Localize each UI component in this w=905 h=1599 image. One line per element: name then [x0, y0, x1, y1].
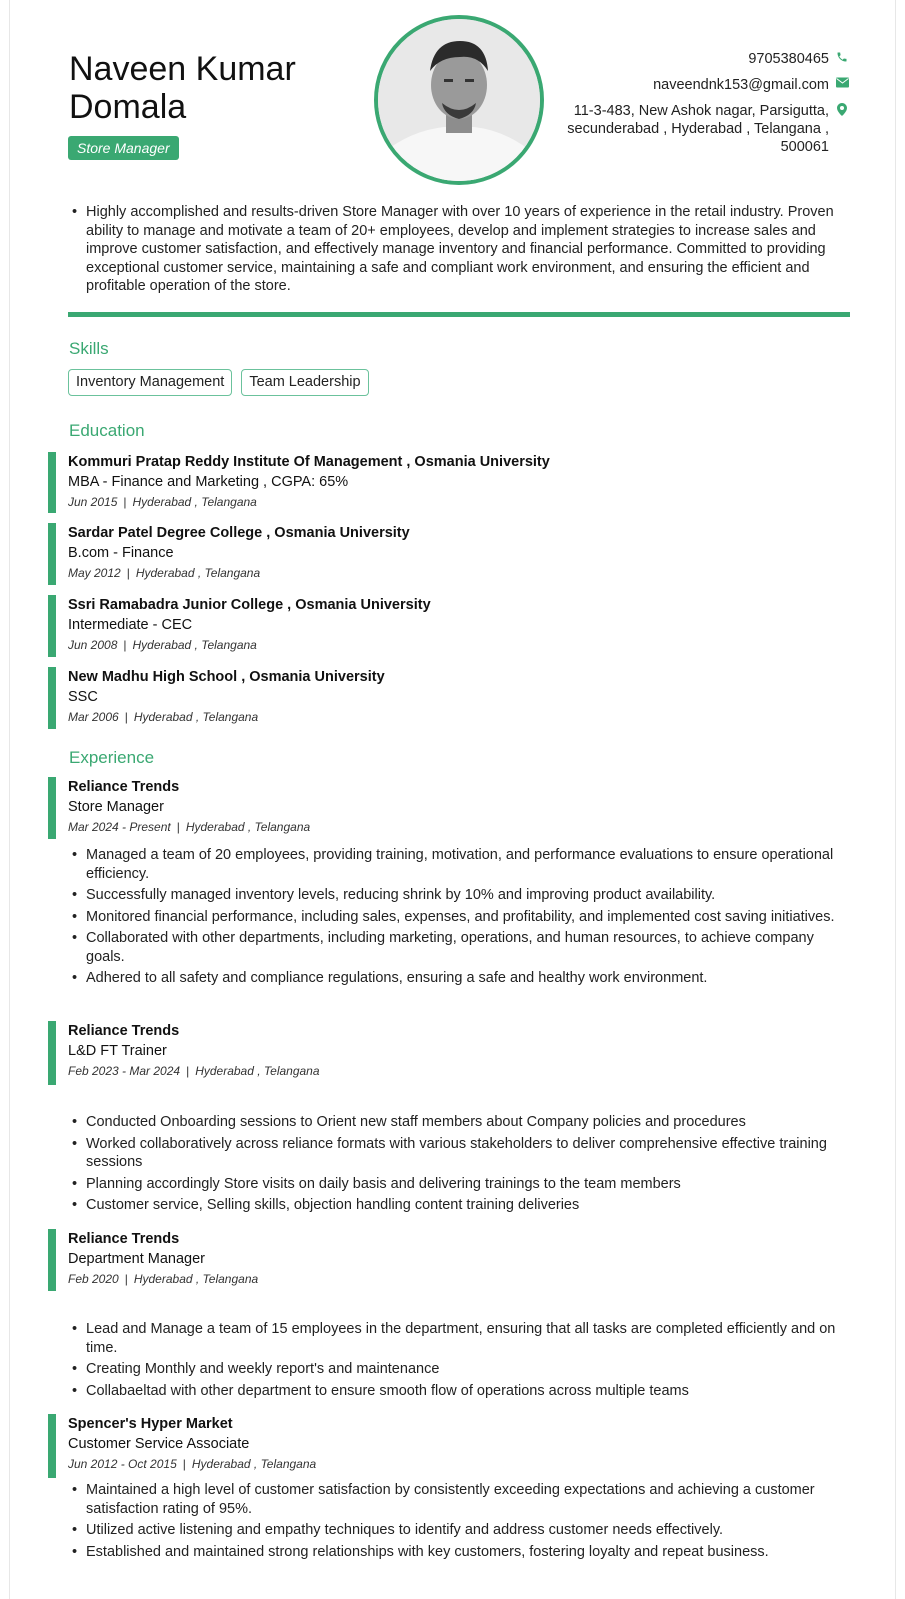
bullet-item: • Managed a team of 20 employees, providing training, motivation, and performance evaluations to ensure operational efficiency.	[69, 846, 851, 883]
experience-entry	[48, 1414, 848, 1473]
phone-row	[559, 50, 849, 68]
experience-entry	[48, 1229, 848, 1288]
email-address: naveendnk153@gmail.com	[653, 77, 829, 93]
contact-block	[559, 50, 849, 164]
address-row	[559, 102, 849, 156]
summary-item: • Highly accomplished and results-driven Store Manager with over 10 years of experience in the retail industry. Proven ability to manage and motivate a team of 20+ employees, develop and implement strategies to increase sales and improve customer satisfaction, and effectively manage inventory and financial performance. Committed to providing exceptional customer service, maintaining a safe and compliant work environment, and ensuring the efficient and profitable operation of the store.	[69, 203, 849, 296]
company-name: Reliance Trends	[68, 779, 180, 795]
experience-bullets	[69, 1481, 851, 1564]
education-entry	[48, 523, 848, 582]
entry-meta: Feb 2023 - Mar 2024 | Hyderabad , Telangana	[68, 1064, 320, 1078]
entry-meta: Jun 2008 | Hyderabad , Telangana	[68, 638, 257, 652]
phone-number: 9705380465	[748, 51, 829, 67]
entry-accent-bar	[48, 1229, 56, 1291]
experience-entry	[48, 777, 848, 836]
email-row	[559, 76, 849, 94]
job-title: Customer Service Associate	[68, 1436, 250, 1452]
entry-date: Jun 2012 - Oct 2015	[68, 1457, 177, 1471]
entry-date: Jun 2015	[68, 495, 118, 509]
skills-list	[68, 369, 369, 396]
entry-accent-bar	[48, 1414, 56, 1478]
entry-meta: Mar 2006 | Hyderabad , Telangana	[68, 710, 259, 724]
education-entry	[48, 595, 848, 654]
address: 11-3-483, New Ashok nagar, Parsigutta, secunderabad , Hyderabad , Telangana , 500061	[567, 103, 829, 155]
mail-icon	[835, 77, 849, 88]
entry-date: Jun 2008	[68, 638, 118, 652]
company-name: Reliance Trends	[68, 1023, 180, 1039]
company-name: Spencer's Hyper Market	[68, 1416, 233, 1432]
skill-chip: Team Leadership	[241, 369, 368, 396]
entry-accent-bar	[48, 667, 56, 729]
bullet-item: • Adhered to all safety and compliance regulations, ensuring a safe and healthy work environment.	[69, 969, 851, 988]
bullet-item: • Worked collaboratively across reliance formats with various stakeholders to deliver comprehensive effective training sessions	[69, 1135, 851, 1172]
job-title: L&D FT Trainer	[68, 1043, 167, 1059]
entry-location: Hyderabad , Telangana	[185, 820, 311, 834]
company-name: Reliance Trends	[68, 1231, 180, 1247]
entry-meta: Feb 2020 | Hyderabad , Telangana	[68, 1272, 259, 1286]
bullet-item: • Creating Monthly and weekly report's and maintenance	[69, 1360, 851, 1379]
resume-page	[9, 0, 896, 1599]
entry-accent-bar	[48, 595, 56, 657]
role-badge: Store Manager	[68, 136, 179, 160]
candidate-name	[69, 50, 296, 126]
entry-date: Mar 2006	[68, 710, 119, 724]
entry-location: Hyderabad , Telangana	[135, 566, 261, 580]
entry-date: May 2012	[68, 566, 121, 580]
experience-heading: Experience	[69, 748, 155, 767]
bullet-item: • Successfully managed inventory levels, reducing shrink by 10% and improving product availability.	[69, 886, 851, 905]
education-entry	[48, 667, 848, 726]
entry-location: Hyderabad , Telangana	[132, 638, 257, 652]
degree: Intermediate - CEC	[68, 617, 193, 633]
education-entry	[48, 452, 848, 511]
school-name: Kommuri Pratap Reddy Institute Of Management , Osmania University	[68, 454, 550, 470]
entry-location: Hyderabad , Telangana	[132, 495, 257, 509]
entry-accent-bar	[48, 523, 56, 585]
entry-meta: May 2012 | Hyderabad , Telangana	[68, 566, 261, 580]
job-title: Store Manager	[68, 799, 164, 815]
summary-list	[69, 203, 849, 299]
entry-meta: Jun 2015 | Hyderabad , Telangana	[68, 495, 257, 509]
skills-heading: Skills	[69, 339, 109, 358]
entry-location: Hyderabad , Telangana	[133, 1272, 259, 1286]
bullet-item: • Planning accordingly Store visits on daily basis and delivering trainings to the team members	[69, 1175, 851, 1194]
name-line-2: Domala	[69, 88, 187, 126]
bullet-item: • Lead and Manage a team of 15 employees in the department, ensuring that all tasks are completed efficiently and on time.	[69, 1320, 851, 1357]
entry-date: Feb 2020	[68, 1272, 119, 1286]
location-pin-icon	[835, 103, 849, 116]
school-name: Sardar Patel Degree College , Osmania University	[68, 525, 410, 541]
bullet-item: • Customer service, Selling skills, objection handling content training deliveries	[69, 1196, 851, 1215]
school-name: Ssri Ramabadra Junior College , Osmania University	[68, 597, 431, 613]
entry-date: Mar 2024 - Present	[68, 820, 171, 834]
entry-accent-bar	[48, 777, 56, 839]
entry-location: Hyderabad , Telangana	[133, 710, 259, 724]
entry-accent-bar	[48, 452, 56, 513]
entry-accent-bar	[48, 1021, 56, 1085]
experience-bullets	[69, 1320, 851, 1403]
education-heading: Education	[69, 421, 145, 440]
degree: SSC	[68, 689, 98, 705]
bullet-item: • Collaborated with other departments, including marketing, operations, and human resources, to achieve company goals.	[69, 929, 851, 966]
experience-bullets	[69, 846, 851, 991]
entry-date: Feb 2023 - Mar 2024	[68, 1064, 181, 1078]
section-divider	[68, 312, 850, 317]
entry-meta: Mar 2024 - Present | Hyderabad , Telangana	[68, 820, 311, 834]
phone-icon	[835, 51, 849, 63]
job-title: Department Manager	[68, 1251, 206, 1267]
bullet-item: • Collabaeltad with other department to ensure smooth flow of operations across multiple teams	[69, 1382, 851, 1401]
degree: B.com - Finance	[68, 545, 174, 561]
bullet-item: • Maintained a high level of customer satisfaction by consistently exceeding expectations and achieving a customer satisfaction rating of 95%.	[69, 1481, 851, 1518]
school-name: New Madhu High School , Osmania University	[68, 669, 385, 685]
bullet-item: • Monitored financial performance, including sales, expenses, and profitability, and implemented cost saving initiatives.	[69, 908, 851, 927]
experience-entry	[48, 1021, 848, 1080]
degree: MBA - Finance and Marketing , CGPA: 65%	[68, 474, 349, 490]
entry-location: Hyderabad , Telangana	[195, 1064, 320, 1078]
entry-location: Hyderabad , Telangana	[191, 1457, 317, 1471]
experience-bullets	[69, 1113, 851, 1218]
bullet-item: • Conducted Onboarding sessions to Orient new staff members about Company policies and procedures	[69, 1113, 851, 1132]
bullet-item: • Utilized active listening and empathy techniques to identify and address customer needs effectively.	[69, 1521, 851, 1540]
entry-meta: Jun 2012 - Oct 2015 | Hyderabad , Telangana	[68, 1457, 317, 1471]
profile-photo	[374, 15, 544, 185]
name-line-1: Naveen Kumar	[69, 50, 296, 88]
bullet-item: • Established and maintained strong relationships with key customers, fostering loyalty and repeat business.	[69, 1543, 851, 1562]
skill-chip: Inventory Management	[68, 369, 232, 396]
profile-photo-image	[378, 19, 540, 181]
